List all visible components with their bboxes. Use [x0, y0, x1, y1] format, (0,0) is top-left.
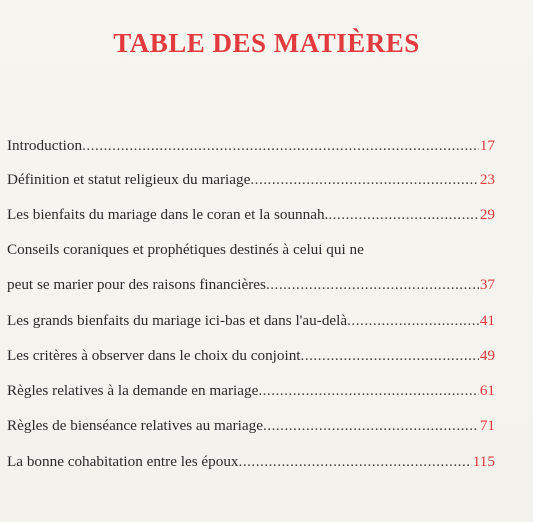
toc-entry-label: Conseils coraniques et prophétiques destinés à celui qui ne: [7, 241, 364, 258]
toc-entry: [7, 272, 495, 298]
dot-leader: [263, 413, 479, 439]
toc-entry-page: 29: [479, 206, 495, 223]
toc-entry: [7, 343, 495, 369]
toc-entry: [7, 133, 495, 159]
toc-entry-label: Les critères à observer dans le choix du conjoint: [7, 347, 301, 364]
toc-entry-label: Règles relatives à la demande en mariage: [7, 382, 259, 399]
toc-entry-page: 115: [472, 453, 495, 470]
dot-leader: [258, 378, 478, 404]
toc-entry: [7, 308, 495, 334]
toc-entry-label: Introduction: [7, 137, 83, 154]
toc-entry: [7, 378, 495, 404]
page-title: TABLE DES MATIÈRES: [113, 28, 420, 58]
toc-entry: [7, 237, 495, 263]
dot-leader: [347, 308, 479, 334]
dot-leader: [250, 167, 478, 193]
toc-entry-label: La bonne cohabitation entre les époux: [7, 453, 239, 470]
toc-entry: [7, 167, 495, 193]
toc-entry: [7, 202, 495, 228]
toc-entry-label: Les grands bienfaits du mariage ici-bas et dans l'au-delà: [7, 312, 348, 329]
toc-entry-page: 61: [479, 382, 495, 399]
toc-entry-page: 49: [479, 347, 495, 364]
toc-entry-page: 71: [479, 417, 495, 434]
dot-leader: [82, 133, 479, 159]
dot-leader: [328, 202, 478, 228]
toc-entry-label: Règles de bienséance relatives au mariage: [7, 417, 263, 434]
toc-entry-label: Les bienfaits du mariage dans le coran et la sounnah.: [7, 206, 329, 223]
toc-entry-label: Définition et statut religieux du mariage: [7, 171, 251, 188]
toc-entry-label: peut se marier pour des raisons financières: [7, 276, 266, 293]
dot-leader: [239, 449, 472, 475]
toc-entry-page: 23: [479, 171, 495, 188]
dot-leader: [266, 272, 479, 298]
toc-entry: [7, 449, 495, 475]
toc-entry-page: 37: [479, 276, 495, 293]
toc-entry: [7, 413, 495, 439]
dot-leader: [301, 343, 479, 369]
toc-entry-page: 17: [479, 137, 495, 154]
toc-entry-page: 41: [479, 312, 495, 329]
